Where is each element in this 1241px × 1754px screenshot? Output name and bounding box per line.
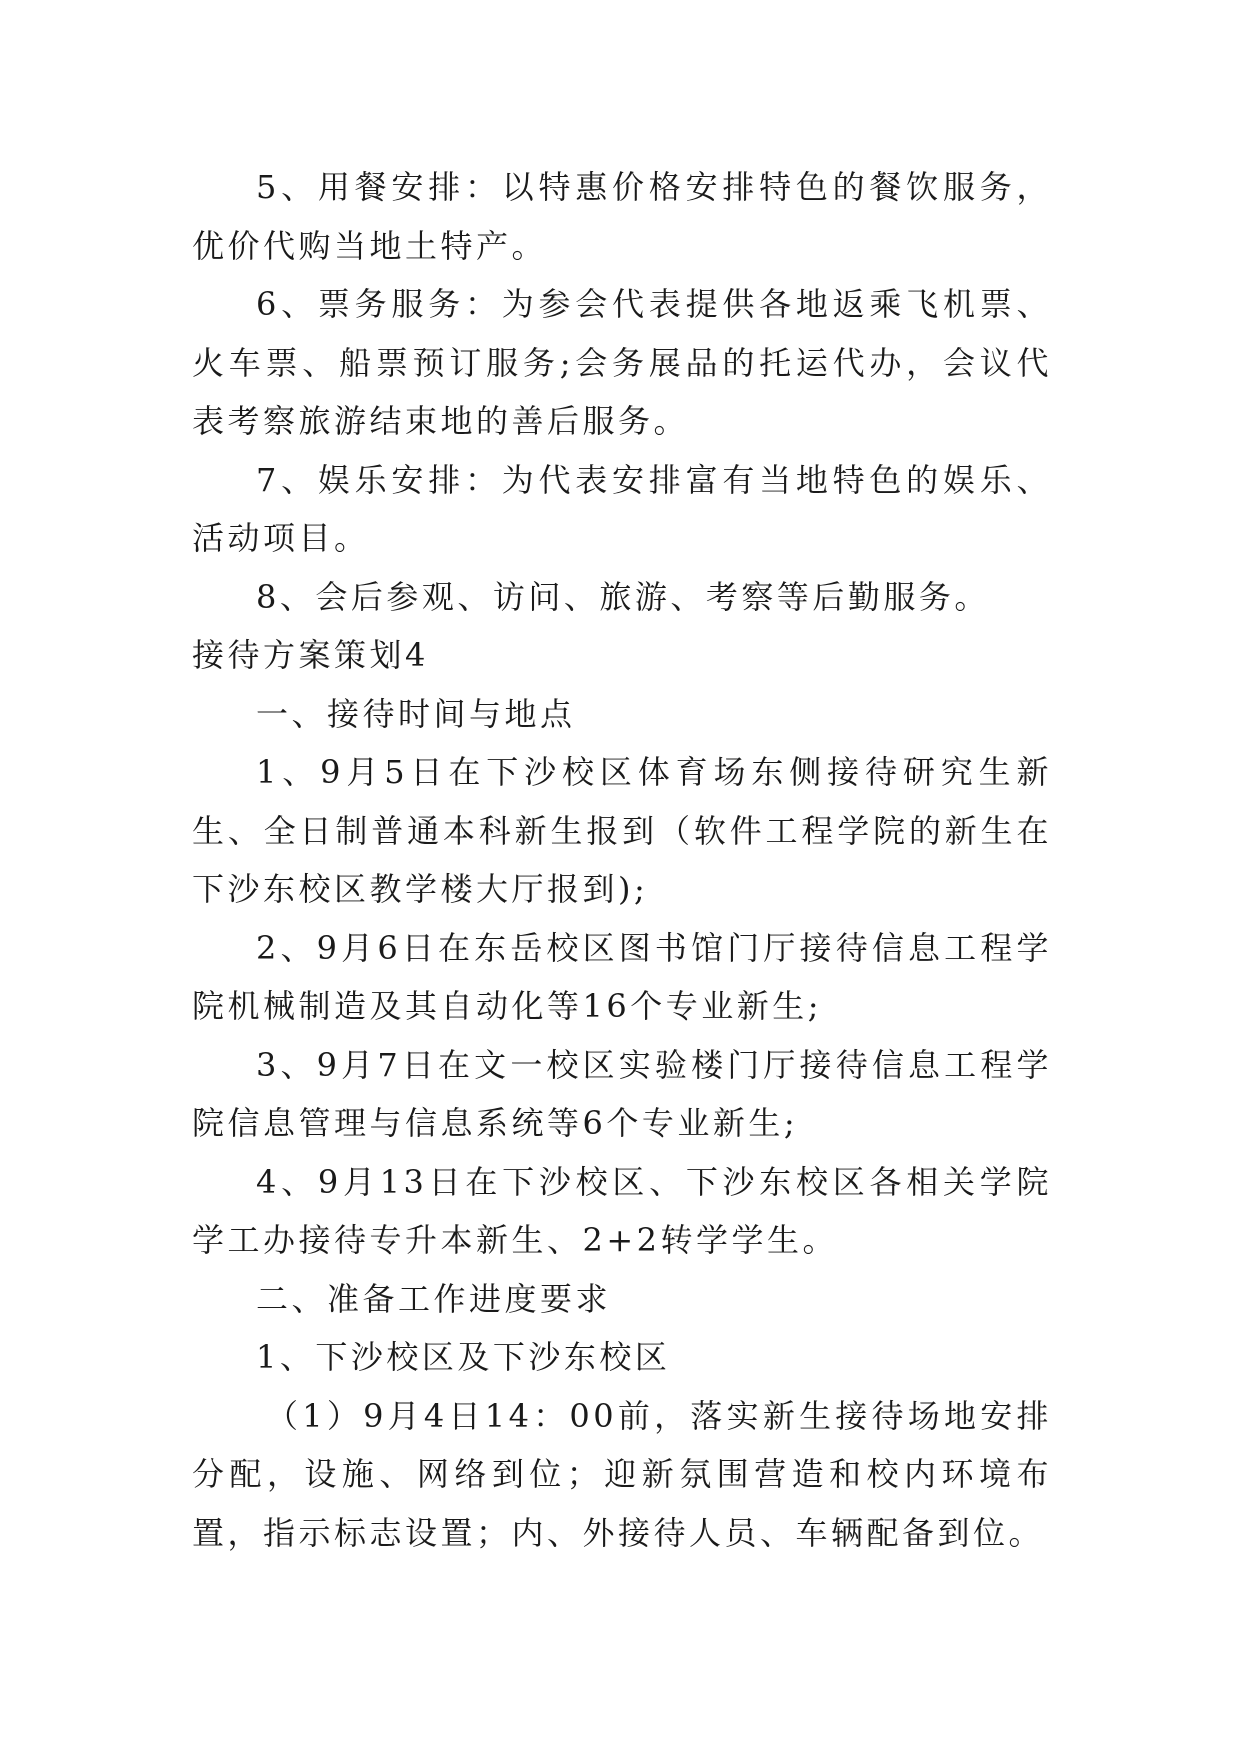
paragraph-item-1: 1、9月5日在下沙校区体育场东侧接待研究生新生、全日制普通本科新生报到（软件工程学院的新生在下沙东校区教学楼大厅报到); [192, 753, 1052, 908]
paragraph-catering: 5、用餐安排：以特惠价格安排特色的餐饮服务，优价代购当地土特产。 [192, 168, 1052, 265]
heading-time-and-place: 一、接待时间与地点 [256, 694, 576, 733]
paragraph-post-meeting: 8、会后参观、访问、旅游、考察等后勤服务。 [256, 577, 990, 616]
heading-preparation-progress: 二、准备工作进度要求 [256, 1279, 612, 1318]
subheading-xiasha-campus: 1、下沙校区及下沙东校区 [256, 1338, 671, 1376]
paragraph-ticketing: 6、票务服务：为参会代表提供各地返乘飞机票、火车票、船票预订服务;会务展品的托运代办，会议代表考察旅游结束地的善后服务。 [192, 285, 1052, 440]
paragraph-item-3: 3、9月7日在文一校区实验楼门厅接待信息工程学院信息管理与信息系统等6个专业新生; [192, 1045, 1052, 1142]
document-body [192, 158, 1052, 1562]
paragraph-item-4: 4、9月13日在下沙校区、下沙东校区各相关学院学工办接待专升本新生、2+2转学学生。 [192, 1162, 1052, 1259]
paragraph-entertainment: 7、娱乐安排：为代表安排富有当地特色的娱乐、活动项目。 [192, 460, 1052, 557]
section-title-plan-4: 接待方案策划4 [192, 636, 429, 674]
paragraph-sub-item-1: （1）9月4日14：00前，落实新生接待场地安排分配，设施、网络到位；迎新氛围营造和校内环境布置，指示标志设置；内、外接待人员、车辆配备到位。 [192, 1396, 1052, 1552]
paragraph-item-2: 2、9月6日在东岳校区图书馆门厅接待信息工程学院机械制造及其自动化等16个专业新生; [192, 928, 1052, 1025]
